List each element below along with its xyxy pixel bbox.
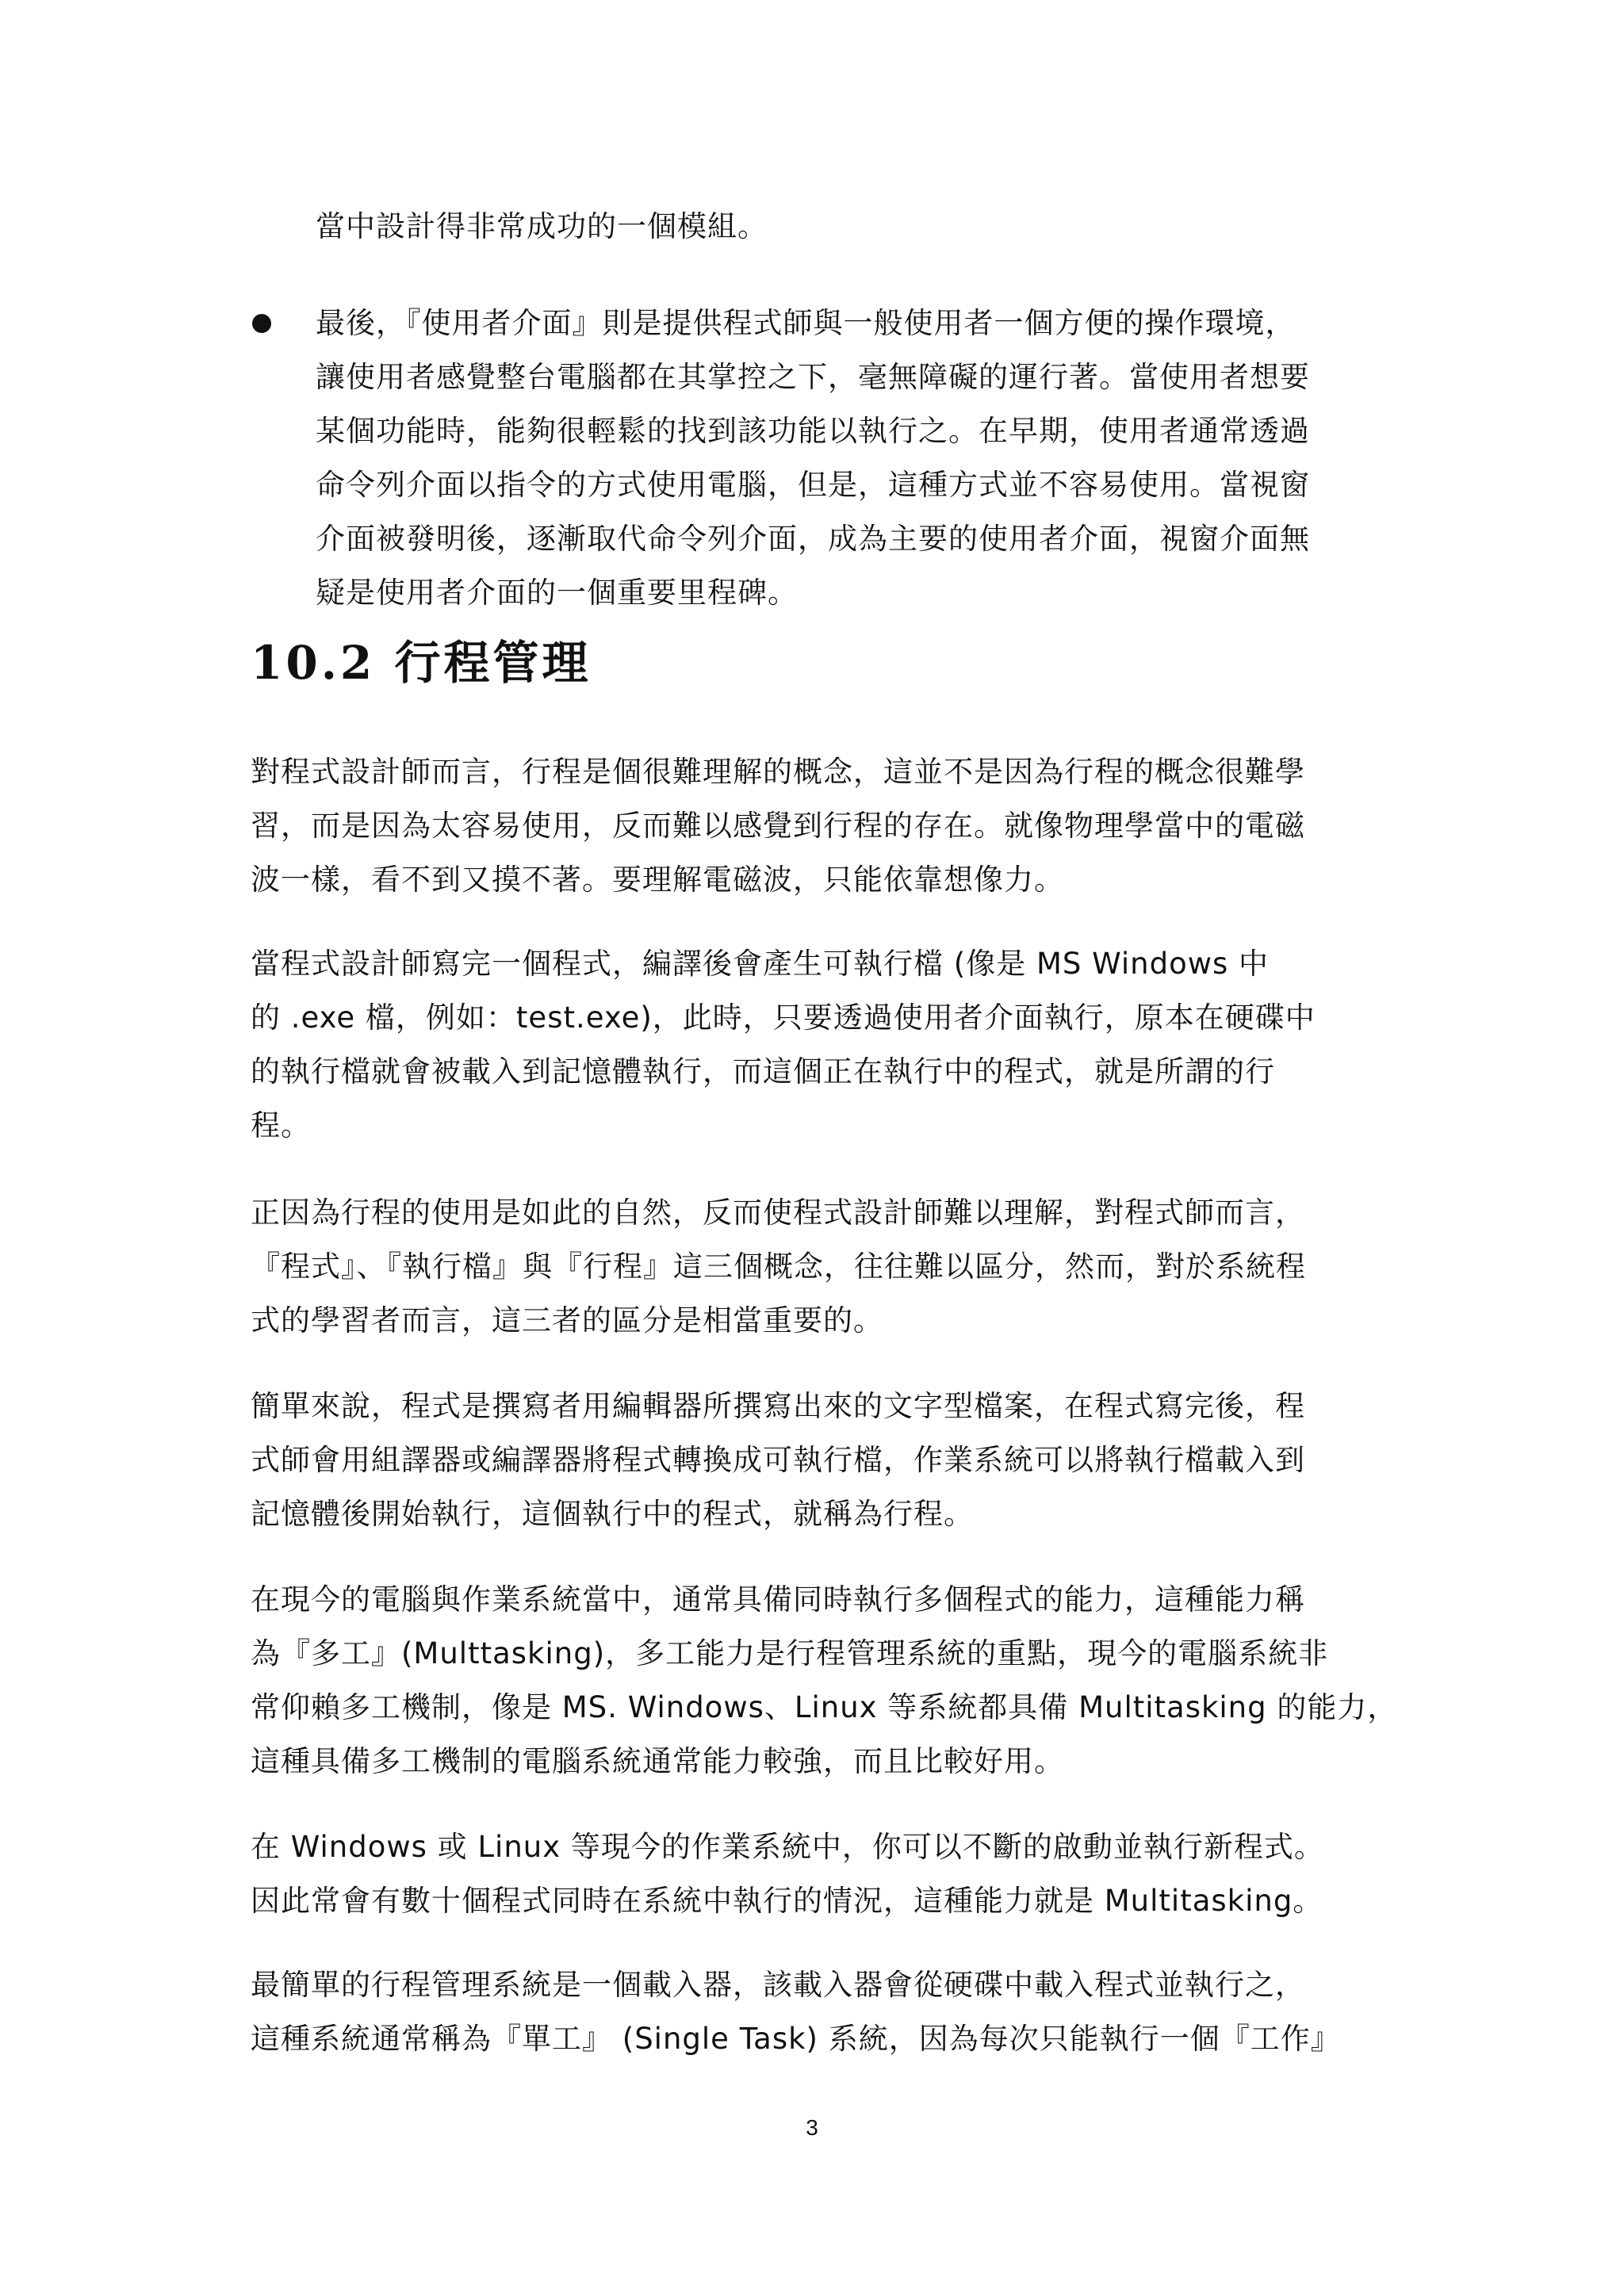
text-line: 正因為行程的使用是如此的自然，反而使程式設計師難以理解，對程式師而言， [251,1196,1305,1230]
bullet-icon [252,314,271,333]
text-line: 簡單來說，程式是撰寫者用編輯器所撰寫出來的文字型檔案，在程式寫完後，程 [251,1389,1305,1423]
text-line: 式的學習者而言，這三者的區分是相當重要的。 [251,1303,883,1337]
text-line: 命令列介面以指令的方式使用電腦，但是，這種方式並不容易使用。當視窗 [316,468,1310,502]
text-line: 記憶體後開始執行，這個執行中的程式，就稱為行程。 [251,1497,974,1531]
text-line: 『程式』、『執行檔』與『行程』這三個概念，往往難以區分，然而，對於系統程 [251,1249,1306,1284]
text-line: 波一樣，看不到又摸不著。要理解電磁波，只能依靠想像力。 [251,863,1064,897]
text-line: 習，而是因為太容易使用，反而難以感覺到行程的存在。就像物理學當中的電磁 [251,809,1305,843]
text-line: 介面被發明後，逐漸取代命令列介面，成為主要的使用者介面，視窗介面無 [316,522,1310,556]
paragraph [251,1186,1306,1348]
text-line: 在現今的電腦與作業系統當中，通常具備同時執行多個程式的能力，這種能力稱 [251,1582,1305,1617]
text-line: 最後，『使用者介面』則是提供程式師與一般使用者一個方便的操作環境， [316,306,1296,340]
paragraph [251,937,1316,1153]
page-number: 3 [806,2115,818,2140]
text-line: 最簡單的行程管理系統是一個載入器，該載入器會從硬碟中載入程式並執行之， [251,1968,1305,2002]
bullet-text [316,297,1310,620]
text-line: 當中設計得非常成功的一個模組。 [316,209,768,243]
text-line: 常仰賴多工機制，像是 MS. Windows、Linux 等系統都具備 Multitasking 的能力， [251,1690,1398,1724]
text-line: 式師會用組譯器或編譯器將程式轉換成可執行檔，作業系統可以將執行檔載入到 [251,1443,1305,1477]
text-line: 對程式設計師而言，行程是個很難理解的概念，這並不是因為行程的概念很難學 [251,755,1305,789]
text-line: 某個功能時，能夠很輕鬆的找到該功能以執行之。在早期，使用者通常透過 [316,414,1310,448]
paragraph [251,745,1305,907]
text-line: 因此常會有數十個程式同時在系統中執行的情況，這種能力就是 Multitasking。 [251,1884,1323,1918]
text-line: 在 Windows 或 Linux 等現今的作業系統中，你可以不斷的啟動並執行新程式。 [251,1830,1324,1864]
section-heading: 10.2 行程管理 [251,636,592,690]
paragraph [251,1573,1397,1789]
text-line: 的 .exe 檔，例如：test.exe)，此時，只要透過使用者介面執行，原本在硬碟中 [251,1001,1316,1035]
paragraph [251,1820,1324,1928]
text-line: 這種具備多工機制的電腦系統通常能力較強，而且比較好用。 [251,1744,1064,1778]
text-line: 讓使用者感覺整台電腦都在其掌控之下，毫無障礙的運行著。當使用者想要 [316,360,1310,394]
text-line: 疑是使用者介面的一個重要里程碑。 [316,576,798,610]
paragraph [251,1958,1341,2066]
continuation-text [316,200,768,254]
text-line: 的執行檔就會被載入到記憶體執行，而這個正在執行中的程式，就是所謂的行 [251,1054,1275,1089]
paragraph [251,1380,1305,1541]
text-line: 程。 [251,1108,311,1142]
text-line: 當程式設計師寫完一個程式，編譯後會產生可執行檔 (像是 MS Windows 中 [251,947,1270,981]
text-line: 為『多工』(Multtasking)，多工能力是行程管理系統的重點，現今的電腦系統非 [251,1636,1329,1670]
text-line: 這種系統通常稱為『單工』 (Single Task) 系統，因為每次只能執行一個『工作』 [251,2022,1341,2056]
